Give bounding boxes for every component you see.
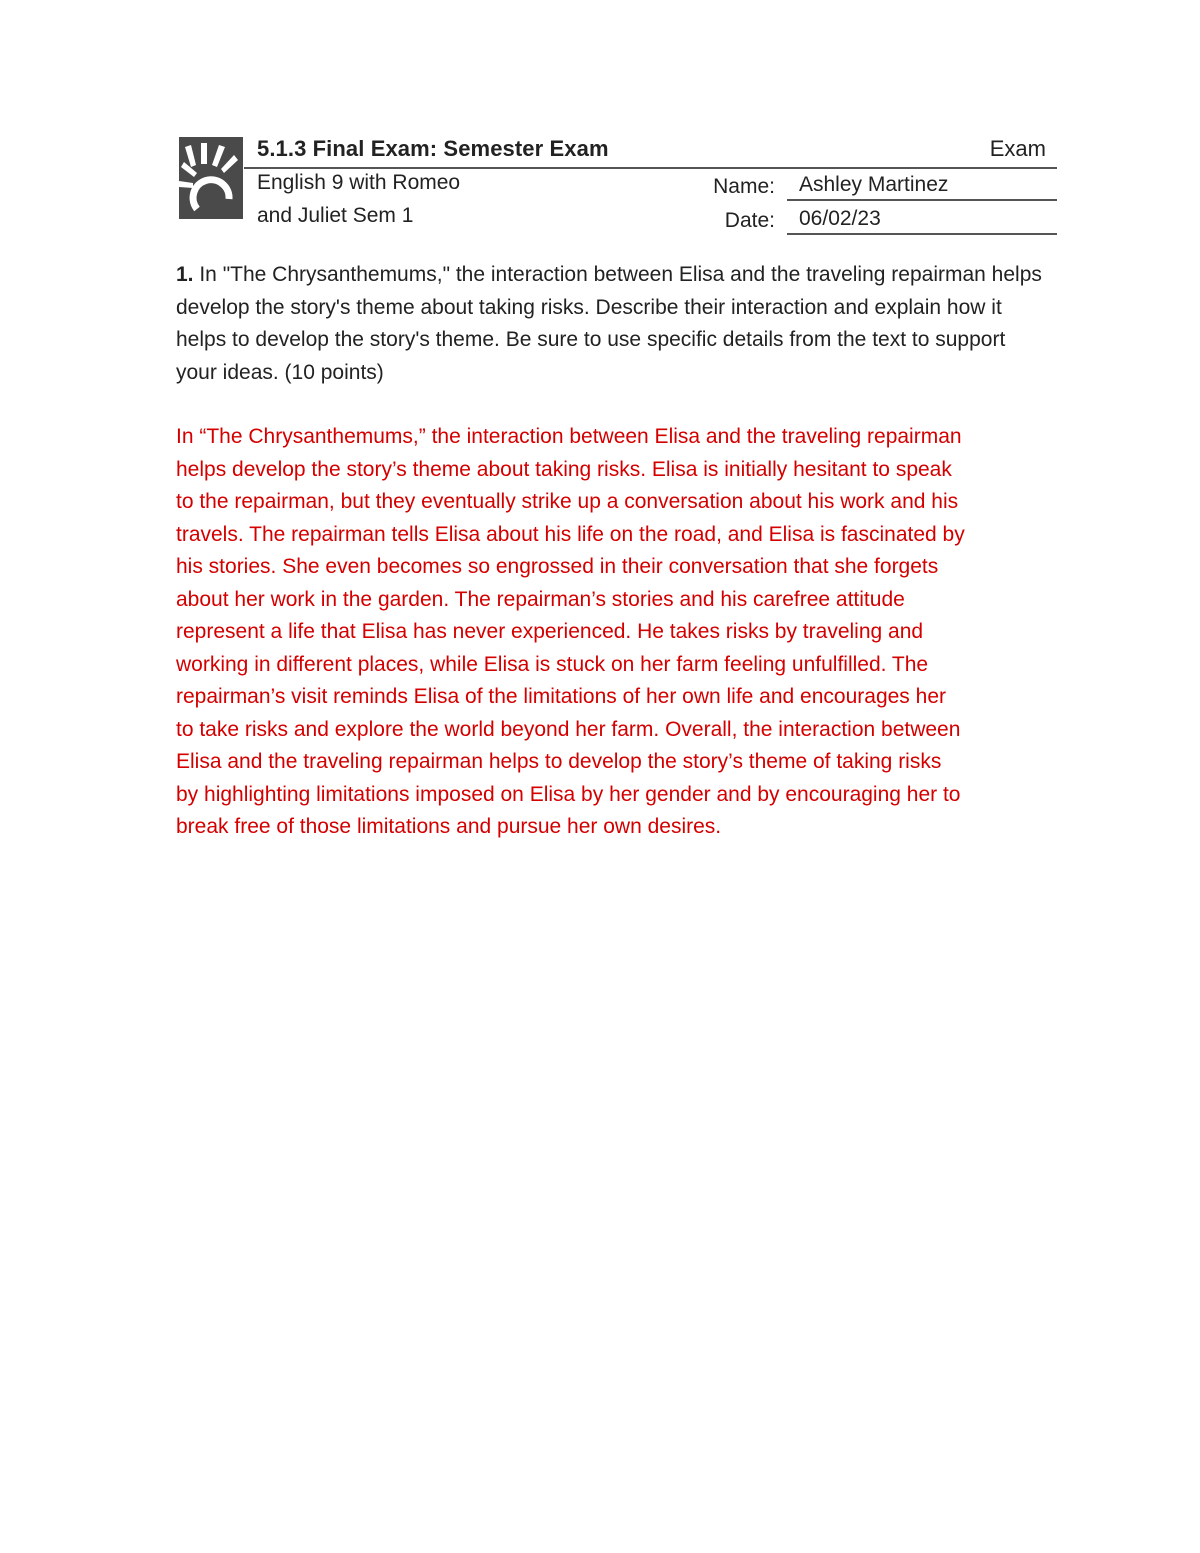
name-label: Name:	[713, 175, 775, 198]
answer-line: to take risks and explore the world beyond her farm. Overall, the interaction between	[176, 717, 961, 741]
answer-line: break free of those limitations and pursue her own desires.	[176, 815, 722, 838]
answer-line: repairman’s visit reminds Elisa of the limitations of her own life and encourages her	[176, 685, 946, 708]
answer-line: working in different places, while Elisa is stuck on her farm feeling unfulfilled. The	[176, 652, 929, 676]
answer-line: travels. The repairman tells Elisa about his life on the road, and Elisa is fascinated by	[176, 522, 965, 546]
exam-title: 5.1.3 Final Exam: Semester Exam	[257, 136, 609, 161]
exam-type-label: Exam	[989, 136, 1046, 161]
answer-line: Elisa and the traveling repairman helps to develop the story’s theme of taking risks	[176, 750, 942, 773]
answer-line: his stories. She even becomes so engrossed in their conversation that she forgets	[176, 555, 939, 578]
question-number: 1.	[176, 263, 194, 286]
date-label: Date:	[724, 209, 775, 232]
answer-line: helps develop the story’s theme about taking risks. Elisa is initially hesitant to speak	[176, 457, 952, 481]
answer-line: In “The Chrysanthemums,” the interaction between Elisa and the traveling repairman	[176, 425, 962, 448]
answer-line: to the repairman, but they eventually strike up a conversation about his work and his	[176, 490, 959, 513]
name-field: Ashley Martinez	[787, 172, 1057, 201]
date-field: 06/02/23	[787, 206, 1057, 235]
answer-line: about her work in the garden. The repairman’s stories and his carefree attitude	[176, 587, 905, 611]
sun-logo-icon	[179, 137, 243, 219]
course-name-line-1: English 9 with Romeo	[257, 171, 461, 194]
header-divider	[244, 167, 1057, 169]
question-prompt	[176, 259, 1046, 389]
answer-line: by highlighting limitations imposed on Elisa by her gender and by encouraging her to	[176, 782, 961, 806]
course-name-line-2: and Juliet Sem 1	[257, 204, 414, 227]
answer-text	[176, 421, 1066, 844]
question-text: In "The Chrysanthemums," the interaction between Elisa and the traveling repairman helps develop the story's theme about taking risks. Describe their interaction and explain how it helps to develop the story's theme. Be sure to use specific details from the text to support your ideas. (10 points)	[176, 263, 1042, 384]
answer-line: represent a life that Elisa has never experienced. He takes risks by traveling and	[176, 620, 924, 643]
